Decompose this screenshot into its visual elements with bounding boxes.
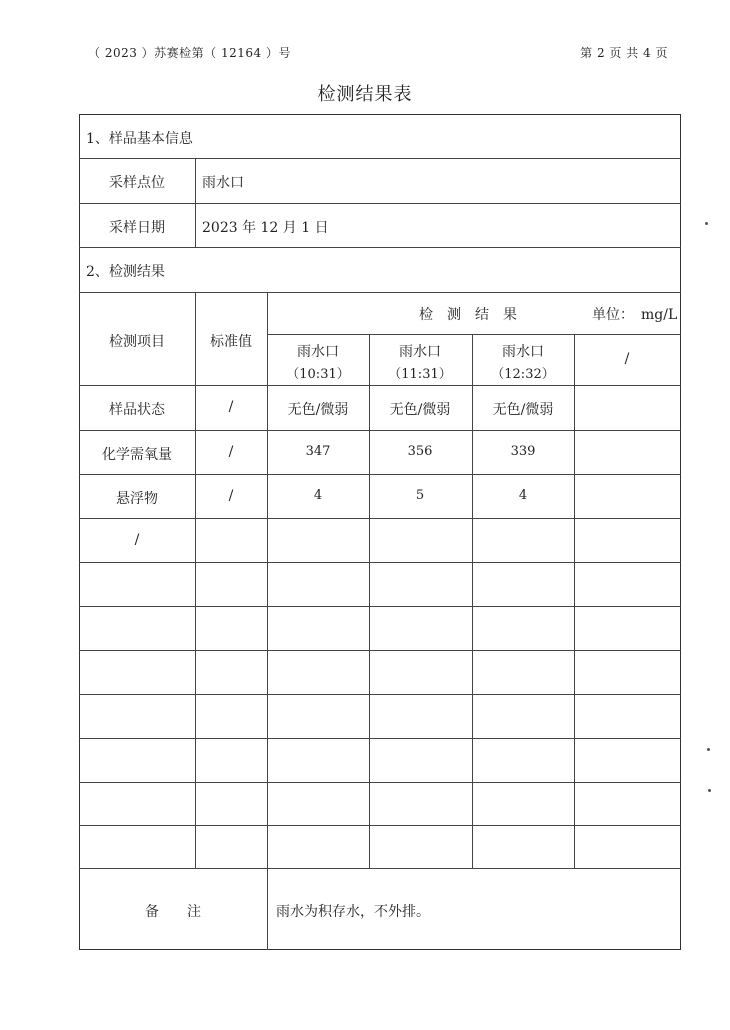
sample-name: 雨水口 <box>399 344 441 360</box>
sampling-date-label: 采样日期 <box>109 220 165 236</box>
scan-speck <box>705 222 708 225</box>
table-rule <box>267 292 268 950</box>
sampling-point-label: 采样点位 <box>109 175 165 191</box>
section1-heading: 1、样品基本信息 <box>86 131 193 147</box>
table-rule <box>267 334 681 335</box>
row-item: 化学需氧量 <box>102 447 172 463</box>
table-rule <box>79 606 681 607</box>
result-cell: 5 <box>415 488 425 503</box>
table-rule <box>472 334 473 868</box>
table-rule <box>79 474 681 475</box>
table-rule <box>79 868 681 869</box>
col-test-item: 检测项目 <box>109 334 165 350</box>
table-rule <box>195 292 196 868</box>
result-cell: 356 <box>407 444 433 459</box>
table-rule <box>79 203 681 204</box>
result-cell: 无色/微弱 <box>492 402 554 418</box>
section2-heading: 2、检测结果 <box>86 264 165 280</box>
unit-label: 单位： mg/L <box>592 307 678 323</box>
page-info: 第 2 页 共 4 页 <box>580 46 668 60</box>
sample-name: 雨水口 <box>297 344 339 360</box>
results-header: 检 测 结 果 <box>419 307 517 323</box>
row-item: 悬浮物 <box>116 491 158 507</box>
table-rule <box>79 247 681 248</box>
remarks-text: 雨水为积存水，不外排。 <box>276 904 430 920</box>
table-rule <box>79 782 681 783</box>
sample-time: （10:31） <box>286 367 350 382</box>
table-rule <box>79 694 681 695</box>
table-rule <box>79 562 681 563</box>
table-rule <box>79 430 681 431</box>
row-standard: / <box>228 488 234 504</box>
table-rule <box>195 158 196 247</box>
table-rule <box>574 334 575 868</box>
sample-time: （11:31） <box>388 367 452 382</box>
sample-name: 雨水口 <box>502 344 544 360</box>
table-rule <box>79 650 681 651</box>
result-cell: 339 <box>510 444 536 459</box>
table-rule <box>79 158 681 159</box>
scan-speck <box>707 748 710 751</box>
row-standard: / <box>228 444 234 460</box>
row-standard: / <box>228 399 234 415</box>
table-rule <box>79 385 681 386</box>
sampling-point-value: 雨水口 <box>202 175 244 191</box>
col-standard-value: 标准值 <box>210 334 252 350</box>
scan-speck <box>708 789 711 792</box>
sample-name: / <box>624 351 630 367</box>
result-cell: 无色/微弱 <box>287 402 349 418</box>
row-item: 样品状态 <box>109 402 165 418</box>
result-cell: 4 <box>518 488 528 503</box>
table-rule <box>79 292 681 293</box>
sampling-date-value: 2023 年 12 月 1 日 <box>202 220 329 236</box>
table-rule <box>79 518 681 519</box>
page-title: 检测结果表 <box>317 84 413 105</box>
table-rule <box>79 738 681 739</box>
row-item: / <box>134 532 140 548</box>
table-rule <box>79 825 681 826</box>
report-number: （ 2023 ）苏赛检第（ 12164 ）号 <box>88 46 291 60</box>
table-rule <box>369 334 370 868</box>
result-cell: 无色/微弱 <box>389 402 451 418</box>
remarks-label: 备 注 <box>145 904 201 920</box>
result-cell: 4 <box>313 488 323 503</box>
result-cell: 347 <box>305 444 331 459</box>
sample-time: （12:32） <box>491 367 555 382</box>
